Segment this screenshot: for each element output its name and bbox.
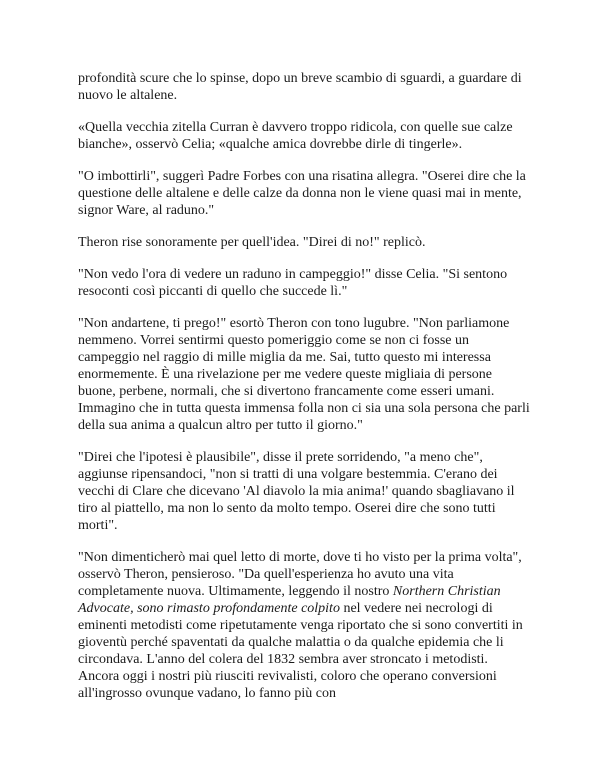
text-run: "Non dimenticherò mai quel letto di morte, dove ti ho visto per la prima volta", osservò Theron, pensieroso. "Da quell'esperienza ho avuto una vita completamente nuova. Ultimamente, leggendo il nostro: [78, 550, 522, 599]
paragraph: "Non vedo l'ora di vedere un raduno in campeggio!" disse Celia. "Si sentono resoconti così piccanti di quello che succede lì.": [78, 267, 508, 299]
paragraph: «Quella vecchia zitella Curran è davvero troppo ridicola, con quelle sue calze bianche», osservò Celia; «qualche amica dovrebbe dirle di tingerle».: [78, 120, 513, 152]
text-run: nel vedere nei necrologi di eminenti metodisti come ripetutamente venga riportato che si sono convertiti in gioventù perché spaventati da qualche malattia o da qualche epidemia che li circondava. L'anno del colera del 1832 sembra aver stroncato i metodisti. Ancora oggi i nostri più riusciti revivalisti, coloro che operano conversioni all'ingrosso ovunque vadano, lo fanno più con: [78, 601, 523, 701]
paragraph: Theron rise sonoramente per quell'idea. "Direi di no!" replicò.: [78, 235, 426, 250]
document-page: [78, 70, 530, 702]
paragraph: profondità scure che lo spinse, dopo un breve scambio di sguardi, a guardare di nuovo le altalene.: [78, 71, 522, 103]
paragraph: "O imbottirli", suggerì Padre Forbes con una risatina allegra. "Oserei dire che la questione delle altalene e delle calze da donna non le viene quasi mai in mente, signor Ware, al raduno.": [78, 169, 526, 218]
paragraph: "Direi che l'ipotesi è plausibile", disse il prete sorridendo, "a meno che", aggiunse ripensandoci, "non si tratti di una volgare bestemmia. C'erano dei vecchi di Clare che dicevano 'Al diavolo la mia anima!' quando sbagliavano il tiro al piattello, ma non lo sento da molto tempo. Oserei dire che sono tutti morti".: [78, 450, 515, 533]
paragraph: "Non andartene, ti prego!" esortò Theron con tono lugubre. "Non parliamone nemmeno. Vorrei sentirmi questo pomeriggio come se non ci fosse un campeggio nel raggio di mille miglia da me. Sai, tutto questo mi interessa enormemente. È una rivelazione per me vedere queste migliaia di persone buone, perbene, normali, che si divertono francamente come esseri umani. Immagino che in tutta questa immensa folla non ci sia una sola persona che parli della sua anima a qualcun altro per tutto il giorno.": [78, 316, 530, 433]
italic-text-run: Northern Christian Advocate, sono rimasto profondamente colpito: [78, 584, 501, 616]
paragraph-last: [78, 549, 530, 702]
